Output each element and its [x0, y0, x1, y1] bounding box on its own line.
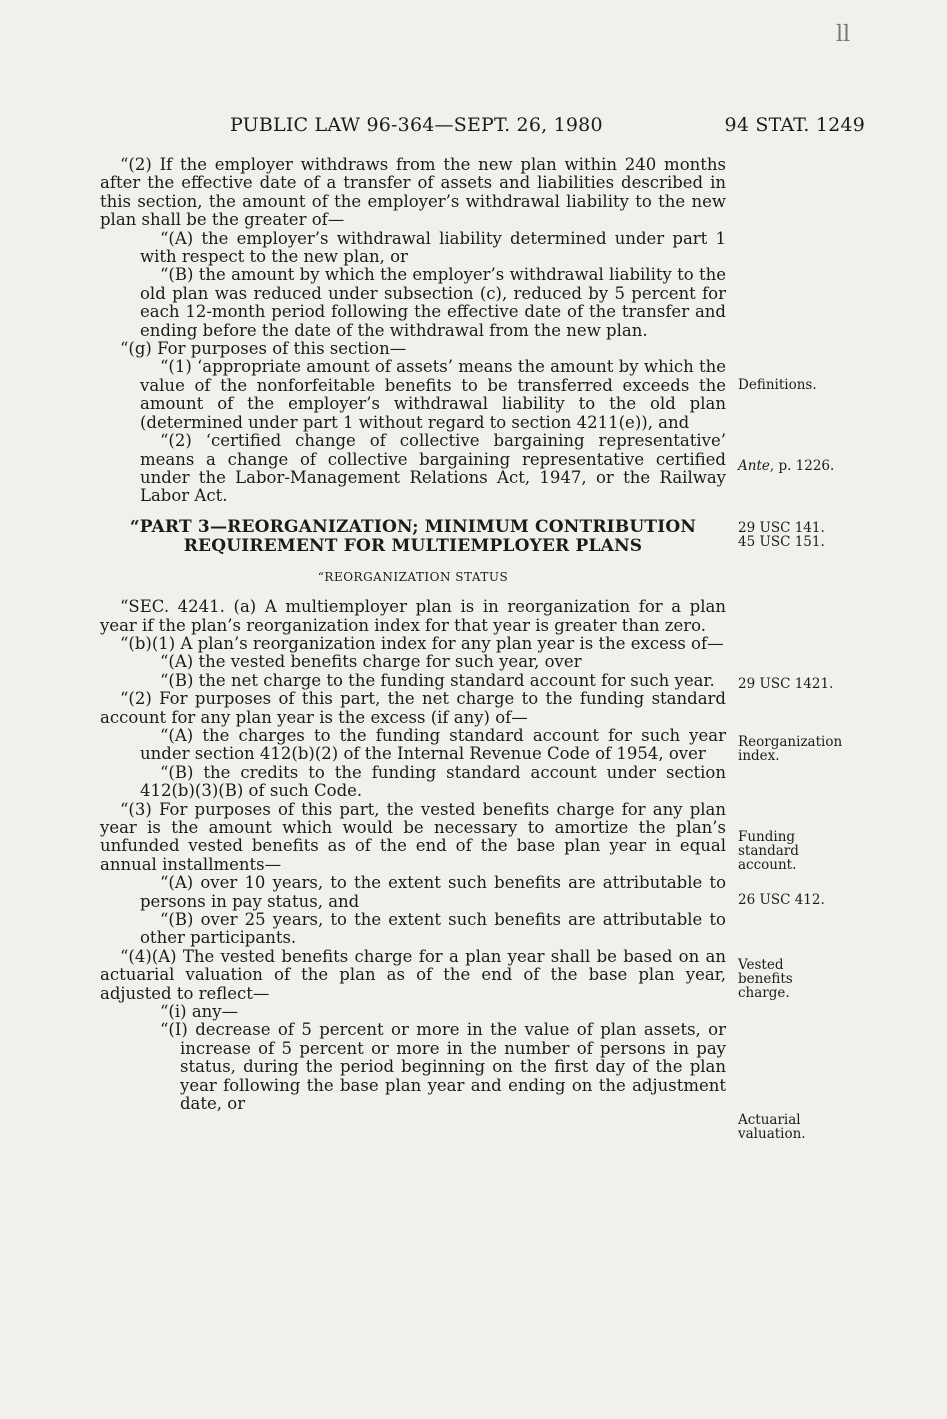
paragraph-g1: “(1) ‘appropriate amount of assets’ means the amount by which the value of the nonforfeitable benefits to be transferred exceeds the amount of the employer’s withdrawal liability to the old plan (determined under part 1 without regard to section 4211(e)), and	[140, 357, 726, 432]
page-header	[100, 114, 865, 144]
margin-note-ante	[738, 459, 858, 473]
paragraph-b2-B: “(B) the credits to the funding standard account under section 412(b)(3)(B) of such Code.	[140, 762, 726, 801]
paragraph-4241-a: “SEC. 4241. (a) A multiemployer plan is in reorganization for a plan year if the plan’s reorganization index for that year is greater than zero.	[100, 597, 726, 635]
paragraph-b1: “(b)(1) A plan’s reorganization index for any plan year is the excess of—	[120, 633, 724, 653]
paragraph-b1-A: “(A) the vested benefits charge for such year, over	[160, 652, 582, 672]
margin-note-reorganization-index: Reorganization index.	[738, 734, 843, 764]
paragraph-f2: “(2) If the employer withdraws from the new plan within 240 months after the effective date of a transfer of assets and liabilities described in this section, the amount of the employer’s withdrawal liability to the new plan shall be the greater of—	[100, 155, 726, 230]
section-heading-text: REORGANIZATION STATUS	[324, 569, 509, 584]
paragraph-b3-A: “(A) over 10 years, to the extent such benefits are attributable to persons in pay status, and	[140, 873, 726, 911]
paragraph-b3: “(3) For purposes of this part, the vested benefits charge for any plan year is the amount which would be necessary to amortize the plan’s unfunded vested benefits as of the end of the base plan year in equal annual installments—	[100, 799, 726, 874]
paragraph-b4-i-I: “(I) decrease of 5 percent or more in the value of plan assets, or increase of 5 percent or more in the number of persons in pay status, during the period beginning on the first day of the plan year following the base plan year and ending on the adjustment date, or	[160, 1020, 726, 1114]
margin-note-29-usc-1421: 29 USC 1421.	[738, 676, 834, 692]
public-law-title: PUBLIC LAW 96-364—SEPT. 26, 1980	[230, 114, 603, 136]
corner-mark: ll	[836, 22, 851, 47]
margin-note-ante-word: Ante	[738, 458, 770, 474]
part-3-heading: “PART 3—REORGANIZATION; MINIMUM CONTRIBUTION REQUIREMENT FOR MULTIEMPLOYER PLANS	[129, 516, 697, 556]
margin-note-45-usc-151: 45 USC 151.	[738, 534, 825, 550]
paragraph-b3-B: “(B) over 25 years, to the extent such benefits are attributable to other participants.	[140, 910, 726, 948]
paragraph-g2: “(2) ‘certified change of collective bargaining representative’ means a change of collective bargaining representative certified under the Labor-Management Relations Act, 1947, or the Railway Labor Act.	[140, 431, 726, 506]
paragraph-b2-A: “(A) the charges to the funding standard account for such year under section 412(b)(2) of the Internal Revenue Code of 1954, over	[140, 725, 726, 764]
paragraph-g: “(g) For purposes of this section—	[120, 339, 407, 359]
paragraph-f2-A: “(A) the employer’s withdrawal liability determined under part 1 with respect to the new plan, or	[140, 228, 726, 267]
section-heading	[100, 568, 726, 586]
margin-note-actuarial-valuation: Actuarial valuation.	[738, 1112, 806, 1142]
paragraph-b1-B: “(B) the net charge to the funding standard account for such year.	[160, 670, 715, 690]
margin-note-29-usc-141: 29 USC 141.	[738, 520, 825, 536]
margin-note-ante-page: , p. 1226.	[769, 458, 835, 474]
paragraph-b4: “(4)(A) The vested benefits charge for a plan year shall be based on an actuarial valuation of the plan as of the end of the base plan year, adjusted to reflect—	[100, 946, 726, 1003]
margin-note-definitions: Definitions.	[738, 377, 817, 393]
paragraph-b2: “(2) For purposes of this part, the net charge to the funding standard account for any plan year is the excess (if any) of—	[100, 689, 726, 727]
statute-page-number: 94 STAT. 1249	[724, 114, 865, 136]
paragraph-f2-B: “(B) the amount by which the employer’s withdrawal liability to the old plan was reduced under subsection (c), reduced by 5 percent for each 12-month period following the effective date of the transfer and ending before the date of the withdrawal from the new plan.	[140, 265, 726, 340]
paragraph-b4-i: “(i) any—	[160, 1002, 239, 1022]
main-text	[100, 156, 726, 1114]
margin-note-26-usc-412: 26 USC 412.	[738, 892, 825, 908]
section-heading-quote: “	[317, 569, 325, 584]
margin-note-vested-benefits-charge: Vested benefits charge.	[738, 957, 793, 1001]
margin-note-funding-standard-account: Funding standard account.	[738, 829, 799, 873]
